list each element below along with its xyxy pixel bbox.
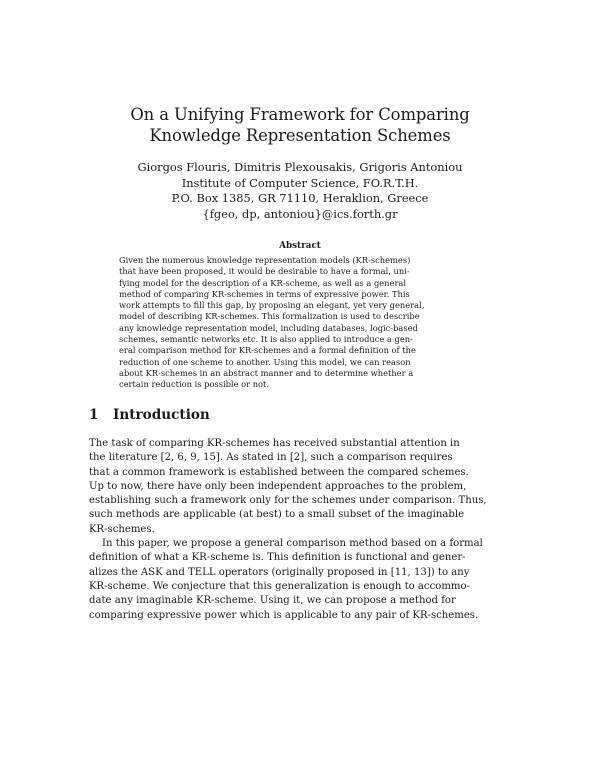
abstract-text bbox=[119, 255, 481, 391]
paper-title bbox=[0, 104, 600, 146]
abstract-line: model of describing KR-schemes. This formalization is used to describe bbox=[119, 311, 420, 322]
author-institute: Institute of Computer Science, FO.R.T.H. bbox=[181, 175, 419, 190]
abstract-line: certain reduction is possible or not. bbox=[119, 379, 270, 390]
body-line: the literature [2, 6, 9, 15]. As stated in [2], such a comparison requires bbox=[89, 452, 453, 464]
section-title: Introduction bbox=[113, 407, 210, 423]
author-block bbox=[0, 160, 600, 222]
author-address: P.O. Box 1385, GR 71110, Heraklion, Greece bbox=[171, 191, 429, 206]
section-number: 1 bbox=[89, 407, 99, 423]
abstract-line: that have been proposed, it would be desirable to have a formal, uni- bbox=[119, 266, 410, 277]
author-email: {fgeo, dp, antoniou}@ics.forth.gr bbox=[202, 206, 398, 221]
body-line: KR-schemes. bbox=[89, 523, 155, 535]
body-line: comparing expressive power which is applicable to any pair of KR-schemes. bbox=[89, 609, 479, 621]
body-line: Up to now, there have only been independent approaches to the problem, bbox=[89, 480, 467, 492]
title-line: Knowledge Representation Schemes bbox=[149, 126, 451, 145]
abstract-line: reduction of one scheme to another. Using this model, we can reason bbox=[119, 356, 411, 367]
abstract-line: eral comparison method for KR-schemes and a formal definition of the bbox=[119, 345, 416, 356]
author-names: Giorgos Flouris, Dimitris Plexousakis, Grigoris Antoniou bbox=[137, 160, 463, 174]
body-line: In this paper, we propose a general comparison method based on a formal bbox=[102, 538, 483, 550]
abstract-line: schemes, semantic networks etc. It is also applied to introduce a gen- bbox=[119, 334, 413, 345]
abstract-heading: Abstract bbox=[279, 241, 321, 251]
body-line: establishing such a framework only for the schemes under comparison. Thus, bbox=[89, 495, 487, 507]
body-line: KR-scheme. We conjecture that this generalization is enough to accommo- bbox=[89, 580, 470, 592]
abstract-line: about KR-schemes in an abstract manner and to determine whether a bbox=[119, 367, 414, 378]
abstract-line: fying model for the description of a KR-scheme, as well as a general bbox=[119, 277, 407, 288]
abstract-line: work attempts to fill this gap, by proposing an elegant, yet very general, bbox=[119, 300, 425, 311]
body-line: such methods are applicable (at best) to a small subset of the imaginable bbox=[89, 509, 465, 521]
abstract-line: method of comparing KR-schemes in terms of expressive power. This bbox=[119, 288, 410, 299]
body-line: date any imaginable KR-scheme. Using it, we can propose a method for bbox=[89, 595, 456, 607]
introduction-body bbox=[89, 437, 509, 623]
title-line: On a Unifying Framework for Comparing bbox=[130, 105, 470, 124]
body-line: definition of what a KR-scheme is. This definition is functional and gener- bbox=[89, 552, 466, 564]
abstract-line: any knowledge representation model, including databases, logic-based bbox=[119, 322, 418, 333]
body-line: alizes the ASK and TELL operators (originally proposed in [11, 13]) to any bbox=[89, 566, 470, 578]
body-line: The task of comparing KR-schemes has received substantial attention in bbox=[89, 438, 460, 449]
body-line: that a common framework is established between the compared schemes. bbox=[89, 466, 469, 478]
abstract-line: Given the numerous knowledge representation models (KR-schemes) bbox=[119, 255, 411, 265]
section-heading bbox=[89, 407, 210, 423]
